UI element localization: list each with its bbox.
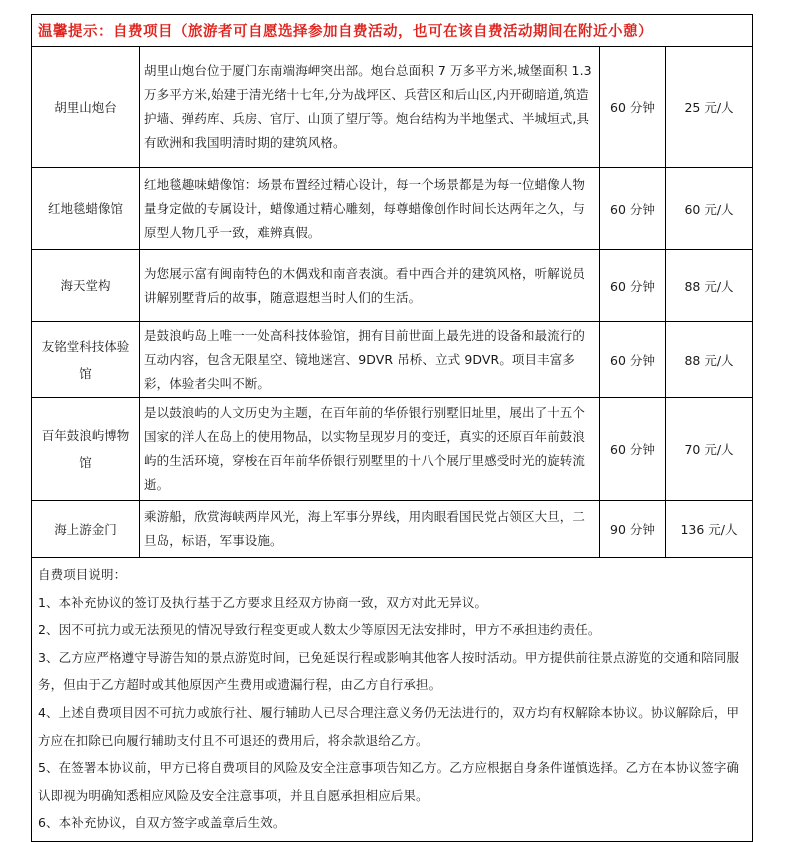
agreement-sheet — [31, 14, 752, 842]
project-duration: 60 分钟 — [600, 398, 666, 501]
self-pay-table — [31, 14, 753, 842]
notes-section — [32, 558, 753, 842]
project-duration: 90 分钟 — [600, 501, 666, 558]
project-name: 胡里山炮台 — [32, 47, 140, 168]
project-name: 友铭堂科技体验馆 — [32, 322, 140, 398]
table-row — [32, 501, 753, 558]
banner-row — [32, 15, 753, 47]
project-description: 为您展示富有闽南特色的木偶戏和南音表演。看中西合并的建筑风格，听解说员讲解别墅背后的故事，随意遐想当时人们的生活。 — [140, 250, 600, 322]
note-item: 5、在签署本协议前，甲方已将自费项目的风险及安全注意事项告知乙方。乙方应根据自身条件谨慎选择。乙方在本协议签字确认即视为明确知悉相应风险及安全注意事项，并且自愿承担相应后果。 — [38, 760, 740, 803]
project-duration: 60 分钟 — [600, 250, 666, 322]
note-item: 1、本补充协议的签订及执行基于乙方要求且经双方协商一致，双方对此无异议。 — [38, 594, 488, 610]
notes-row — [32, 558, 753, 842]
project-duration: 60 分钟 — [600, 47, 666, 168]
table-row — [32, 168, 753, 250]
project-description: 红地毯趣味蜡像馆：场景布置经过精心设计，每一个场景都是为每一位蜡像人物量身定做的专属设计，蜡像通过精心雕刻，每尊蜡像创作时间长达两年之久，与原型人物几乎一致，难辨真假。 — [140, 168, 600, 250]
project-description: 是鼓浪屿岛上唯一一处高科技体验馆，拥有目前世面上最先进的设备和最流行的互动内容，包含无限星空、镜地迷宫、9DVR 吊桥、立式 9DVR。项目丰富多彩，体验者尖叫不断。 — [140, 322, 600, 398]
note-item: 2、因不可抗力或无法预见的情况导致行程变更或人数太少等原因无法安排时，甲方不承担违约责任。 — [38, 622, 601, 638]
project-price: 88 元/人 — [666, 250, 753, 322]
project-price: 60 元/人 — [666, 168, 753, 250]
project-name: 海天堂构 — [32, 250, 140, 322]
table-row — [32, 322, 753, 398]
project-name: 百年鼓浪屿博物馆 — [32, 398, 140, 501]
project-name: 红地毯蜡像馆 — [32, 168, 140, 250]
project-price: 88 元/人 — [666, 322, 753, 398]
note-item: 6、本补充协议，自双方签字或盖章后生效。 — [38, 815, 286, 831]
note-item: 4、上述自费项目因不可抗力或旅行社、履行辅助人已尽合理注意义务仍无法进行的，双方均有权解除本协议。协议解除后，甲方应在扣除已向履行辅助支付且不可退还的费用后，将余款退给乙方。 — [38, 704, 740, 748]
project-price: 25 元/人 — [666, 47, 753, 168]
warm-tip-banner: 温馨提示：自费项目（旅游者可自愿选择参加自费活动，也可在该自费活动期间在附近小憩） — [32, 15, 753, 47]
table-row — [32, 47, 753, 168]
project-name: 海上游金门 — [32, 501, 140, 558]
notes-title: 自费项目说明： — [38, 567, 127, 582]
project-price: 70 元/人 — [666, 398, 753, 501]
project-duration: 60 分钟 — [600, 168, 666, 250]
project-description: 胡里山炮台位于厦门东南端海岬突出部。炮台总面积 7 万多平方米,城堡面积 1.3 万多平方米,始建于清光绪十七年,分为战坪区、兵营区和后山区,内开砌暗道,筑造护墙、弹药库、兵房、官厅、山顶了望厅等。炮台结构为半地堡式、半城垣式,具有欧洲和我国明清时期的建筑风格。 — [140, 47, 600, 168]
project-duration: 60 分钟 — [600, 322, 666, 398]
project-price: 136 元/人 — [666, 501, 753, 558]
project-description: 是以鼓浪屿的人文历史为主题，在百年前的华侨银行别墅旧址里，展出了十五个国家的洋人在岛上的使用物品，以实物呈现岁月的变迁，真实的还原百年前鼓浪屿的生活环境，穿梭在百年前华侨银行别墅里的十八个展厅里感受时光的旋转流逝。 — [140, 398, 600, 501]
table-row — [32, 398, 753, 501]
table-row — [32, 250, 753, 322]
project-description: 乘游船，欣赏海峡两岸风光，海上军事分界线，用肉眼看国民党占领区大旦，二旦岛，标语，军事设施。 — [140, 501, 600, 558]
note-item: 3、乙方应严格遵守导游告知的景点游览时间，已免延误行程或影响其他客人按时活动。甲方提供前往景点游览的交通和陪同服务，但由于乙方超时或其他原因产生费用或遗漏行程，由乙方自行承担。 — [38, 649, 740, 693]
